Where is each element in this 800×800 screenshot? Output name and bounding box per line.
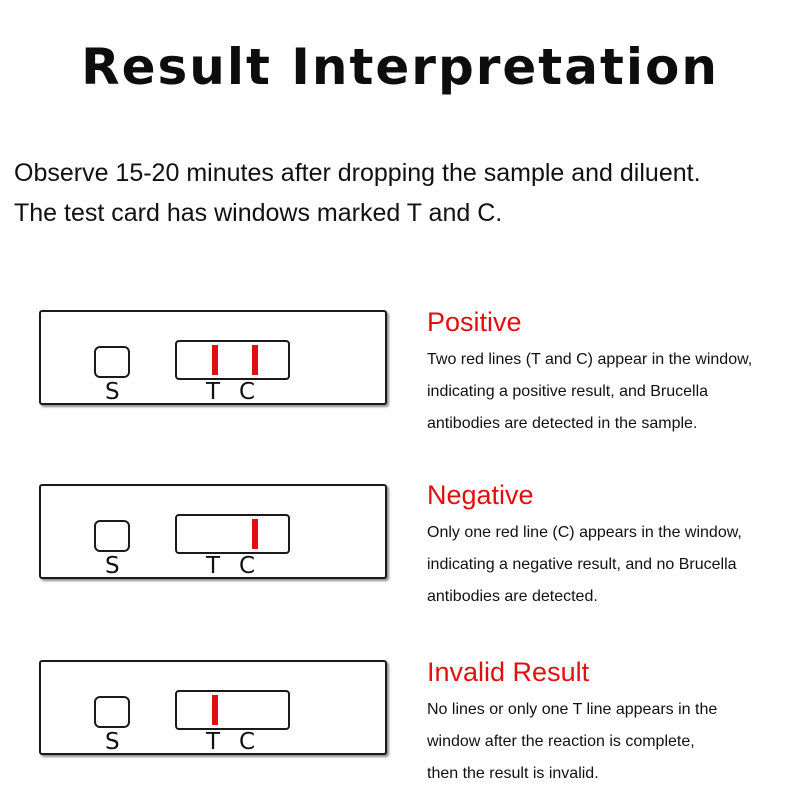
description-line: indicating a positive result, and Brucella [427,383,709,400]
c-label: C [239,553,256,579]
s-label: S [105,729,120,755]
result-description [427,694,797,790]
sample-well [94,520,130,552]
c-label: C [239,379,256,405]
c-line [252,519,258,549]
result-description [427,517,797,613]
description-line: window after the reaction is complete, [427,733,695,750]
description-line: No lines or only one T line appears in the [427,701,718,718]
t-line [212,695,218,725]
result-description [427,344,797,440]
result-window [175,690,290,730]
result-negative [427,479,797,613]
intro-text [14,153,794,233]
description-line: indicating a negative result, and no Brucella [427,556,737,573]
description-line: antibodies are detected in the sample. [427,415,698,432]
s-label: S [105,379,120,405]
c-label: C [239,729,256,755]
t-label: T [206,729,221,755]
result-positive [427,306,797,440]
t-label: T [206,379,221,405]
result-heading: Invalid Result [427,657,590,687]
sample-well [94,346,130,378]
test-card-invalid [39,660,387,755]
intro-line: Observe 15-20 minutes after dropping the sample and diluent. [14,159,701,187]
description-line: antibodies are detected. [427,588,598,605]
result-invalid [427,656,797,790]
page-title: Result Interpretation [81,38,719,96]
description-line: then the result is invalid. [427,765,599,782]
result-window [175,340,290,380]
result-heading: Positive [427,307,522,337]
s-label: S [105,553,120,579]
t-line [212,345,218,375]
intro-line: The test card has windows marked T and C. [14,199,503,227]
sample-well [94,696,130,728]
test-card-positive [39,310,387,405]
result-heading: Negative [427,480,534,510]
test-card-negative [39,484,387,579]
result-window [175,514,290,554]
description-line: Two red lines (T and C) appear in the window, [427,351,753,368]
t-label: T [206,553,221,579]
c-line [252,345,258,375]
description-line: Only one red line (C) appears in the window, [427,524,742,541]
